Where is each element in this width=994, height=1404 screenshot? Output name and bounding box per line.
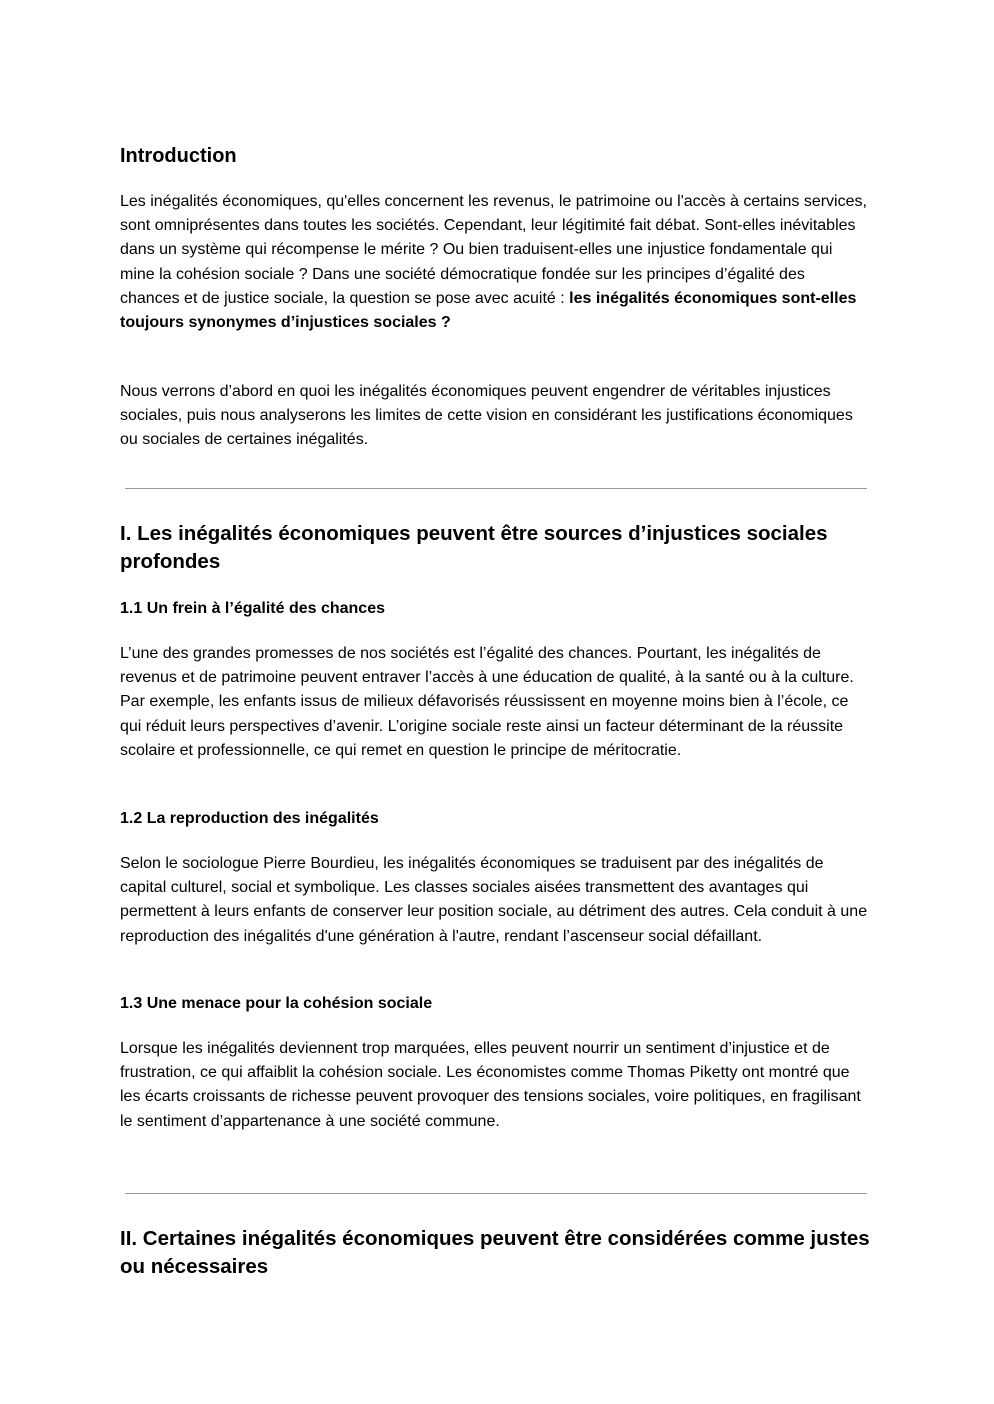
introduction-paragraph-1 [120,190,868,335]
subsection-1-1-paragraph: L’une des grandes promesses de nos sociétés est l’égalité des chances. Pourtant, les inégalités de revenus et de patrimoine peuvent entraver l’accès à une éducation de qualité, à la santé ou à la culture. Par exemple, les enfants issus de milieux défavorisés réussissent en moyenne moins bien à l’école, ce qui réduit leurs perspectives d’avenir. L’origine sociale reste ainsi un facteur déterminant de la réussite scolaire et professionnelle, ce qui remet en question le principe de méritocratie. [120,645,854,759]
introduction-heading: Introduction [120,145,237,167]
introduction-paragraph-2: Nous verrons d’abord en quoi les inégalités économiques peuvent engendrer de véritables injustices sociales, puis nous analyserons les limites de cette vision en considérant les justifications économiques ou sociales de certaines inégalités. [120,383,853,449]
introduction-paragraph-1-text: Les inégalités économiques, qu'elles concernent les revenus, le patrimoine ou l'accès à certains services, sont omniprésentes dans toutes les sociétés. Cependant, leur légitimité fait débat. Sont-elles inévitables dans un système qui récompense le mérite ? Ou bien traduisent-elles une injustice fondamentale qui mine la cohésion sociale ? Dans une société démocratique fondée sur les principes d’égalité des chances et de justice sociale, la question se pose avec acuité : [120,193,867,307]
problem-statement: les inégalités économiques sont-elles toujours synonymes d’injustices sociales ? [120,289,857,332]
section-divider [125,1193,867,1194]
subsection-1-3-heading: 1.3 Une menace pour la cohésion sociale [120,995,433,1012]
subsection-1-1-heading: 1.1 Un frein à l’égalité des chances [120,600,385,617]
section-divider [125,488,867,489]
subsection-1-2-heading: 1.2 La reproduction des inégalités [120,810,379,827]
part-1-heading: I. Les inégalités économiques peuvent être sources d’injustices sociales profondes [120,522,828,573]
subsection-1-2-paragraph: Selon le sociologue Pierre Bourdieu, les inégalités économiques se traduisent par des inégalités de capital culturel, social et symbolique. Les classes sociales aisées transmettent des avantages qui permettent à leurs enfants de conserver leur position sociale, au détriment des autres. Cela conduit à une reproduction des inégalités d'une génération à l'autre, rendant l’ascenseur social défaillant. [120,855,868,945]
subsection-1-3-paragraph: Lorsque les inégalités deviennent trop marquées, elles peuvent nourrir un sentiment d’injustice et de frustration, ce qui affaiblit la cohésion sociale. Les économistes comme Thomas Piketty ont montré que les écarts croissants de richesse peuvent provoquer des tensions sociales, voire politiques, en fragilisant le sentiment d’appartenance à une société commune. [120,1040,861,1130]
part-2-heading: II. Certaines inégalités économiques peuvent être considérées comme justes ou nécessaires [120,1227,870,1278]
